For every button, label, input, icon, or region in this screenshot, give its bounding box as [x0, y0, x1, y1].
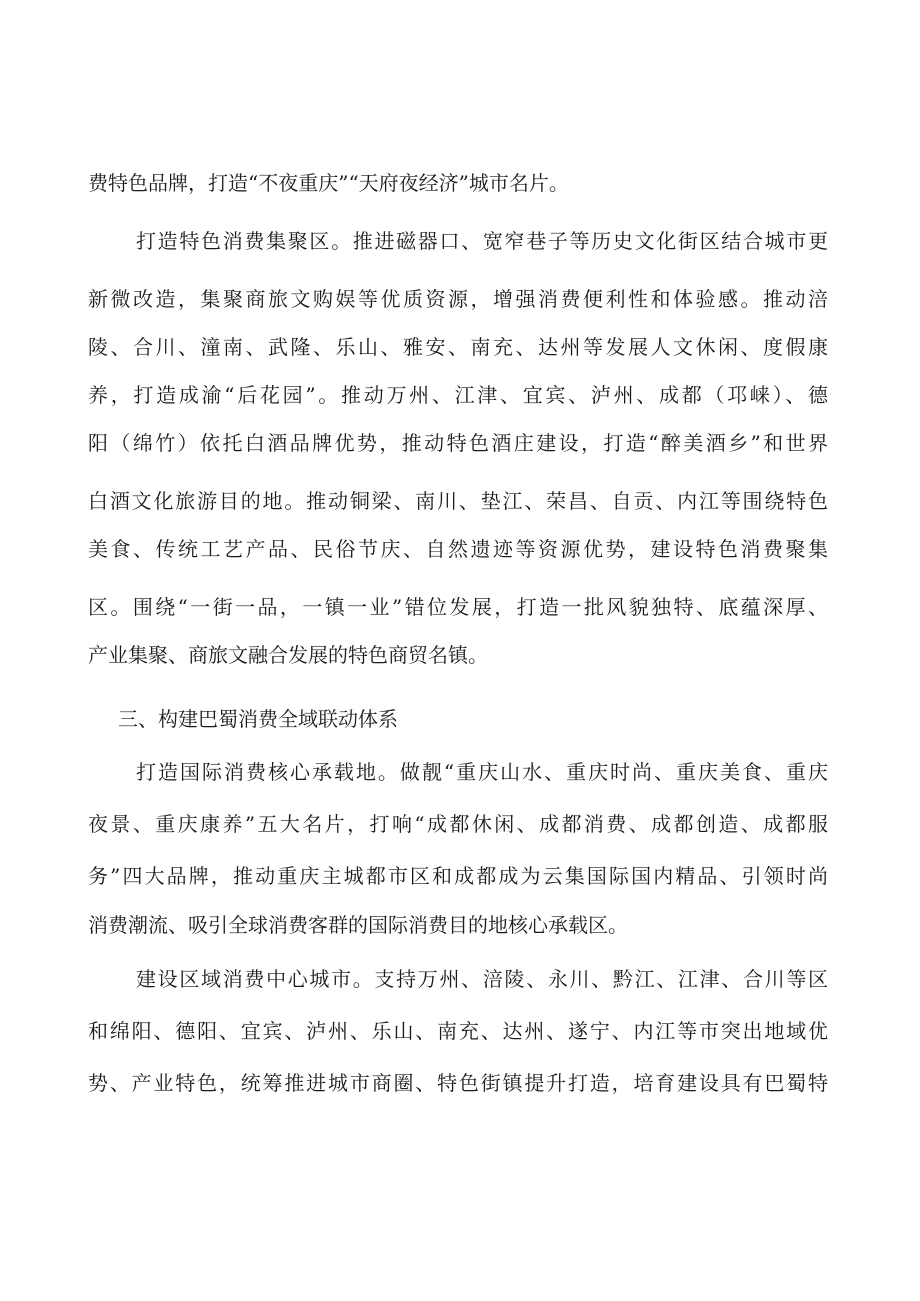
- paragraph-2-line-8: 区。围绕“一街一品，一镇一业”错位发展，打造一批风貌独特、底蕴深厚、: [88, 595, 828, 619]
- section-heading: 三、构建巴蜀消费全域联动体系: [118, 707, 398, 731]
- paragraph-3-line-2: 夜景、重庆康养”五大名片，打响“成都休闲、成都消费、成都创造、成都服: [88, 812, 828, 836]
- paragraph-2-line-7: 美食、传统工艺产品、民俗节庆、自然遗迹等资源优势，建设特色消费聚集: [88, 537, 828, 561]
- paragraph-2-line-1: 打造特色消费集聚区。推进磁器口、宽窄巷子等历史文化街区结合城市更: [136, 229, 828, 253]
- paragraph-2-line-5: 阳（绵竹）依托白酒品牌优势，推动特色酒庄建设，打造“醉美酒乡”和世界: [88, 431, 828, 455]
- paragraph-4-line-3: 势、产业特色，统筹推进城市商圈、特色街镇提升打造，培育建设具有巴蜀特: [88, 1071, 828, 1095]
- paragraph-3-line-1: 打造国际消费核心承载地。做靓“重庆山水、重庆时尚、重庆美食、重庆: [136, 760, 828, 784]
- paragraph-3-line-3: 务”四大品牌，推动重庆主城都市区和成都成为云集国际国内精品、引领时尚: [88, 864, 828, 888]
- paragraph-2-line-9: 产业集聚、商旅文融合发展的特色商贸名镇。: [88, 643, 488, 667]
- paragraph-3-line-4: 消费潮流、吸引全球消费客群的国际消费目的地核心承载区。: [88, 913, 628, 937]
- text-line-1: 费特色品牌，打造“不夜重庆”“天府夜经济”城市名片。: [88, 171, 569, 195]
- paragraph-2-line-4: 养，打造成渝“后花园”。推动万州、江津、宜宾、泸州、成都（邛崃）、德: [88, 383, 828, 407]
- paragraph-2-line-2: 新微改造，集聚商旅文购娱等优质资源，增强消费便利性和体验感。推动涪: [88, 287, 828, 311]
- paragraph-2-line-3: 陵、合川、潼南、武隆、乐山、雅安、南充、达州等发展人文休闲、度假康: [88, 335, 828, 359]
- paragraph-2-line-6: 白酒文化旅游目的地。推动铜梁、南川、垫江、荣昌、自贡、内江等围绕特色: [88, 489, 828, 513]
- paragraph-4-line-1: 建设区域消费中心城市。支持万州、涪陵、永川、黔江、江津、合川等区: [136, 967, 828, 991]
- paragraph-4-line-2: 和绵阳、德阳、宜宾、泸州、乐山、南充、达州、遂宁、内江等市突出地域优: [88, 1019, 828, 1043]
